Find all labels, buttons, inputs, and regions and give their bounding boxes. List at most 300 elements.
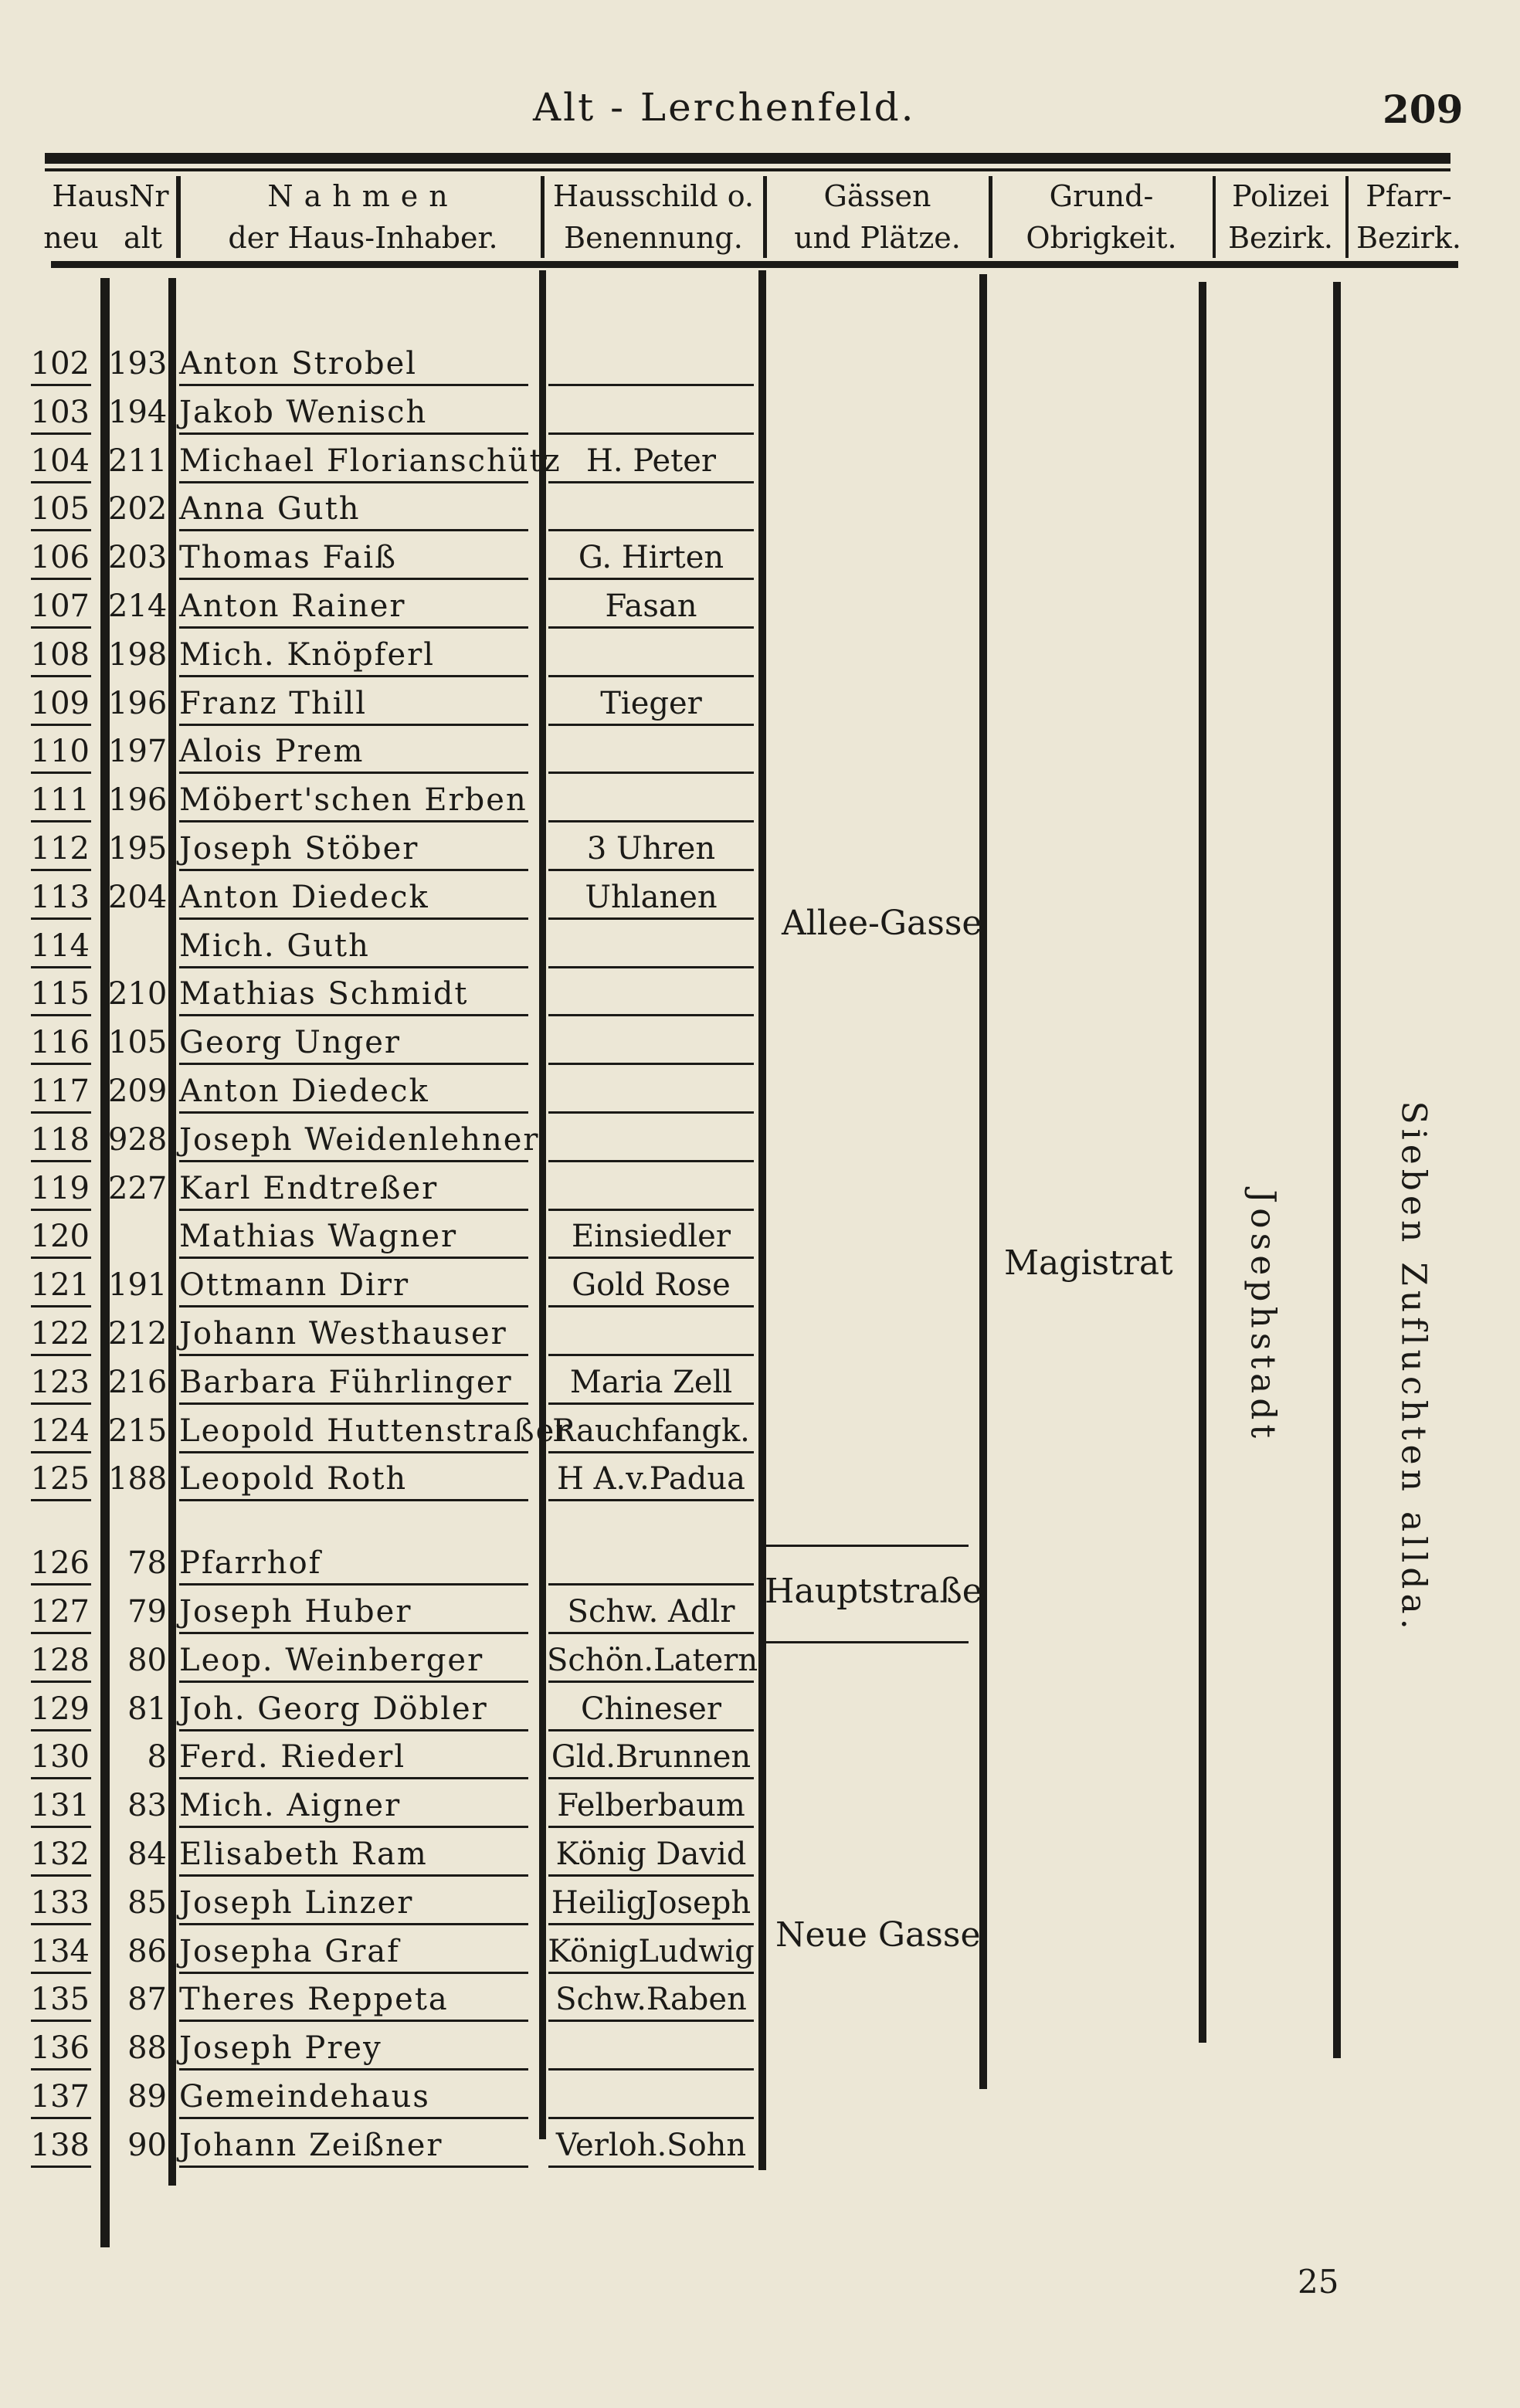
house-number-new: 113 — [30, 879, 90, 915]
row-rule — [179, 1160, 528, 1162]
row-rule — [31, 1874, 91, 1877]
owner-name: Joseph Weidenlehner — [179, 1121, 540, 1158]
house-number-new: 114 — [30, 928, 90, 964]
owner-name: Anton Diedeck — [179, 1073, 429, 1109]
row-rule — [548, 675, 754, 677]
table-row — [0, 340, 1520, 388]
house-sign: Chineser — [581, 1691, 721, 1727]
row-rule — [548, 2166, 754, 2168]
table-row — [0, 437, 1520, 485]
owner-name: Gemeindehaus — [179, 2079, 430, 2115]
table-row — [0, 970, 1520, 1018]
row-rule — [548, 578, 754, 580]
house-number-new: 116 — [30, 1025, 90, 1061]
row-rule — [179, 2020, 528, 2022]
table-row — [0, 1928, 1520, 1976]
owner-name: Theres Reppeta — [179, 1982, 449, 2018]
house-number-old: 85 — [127, 1884, 167, 1921]
owner-name: Joseph Stöber — [179, 831, 419, 867]
owner-name: Anton Diedeck — [179, 879, 429, 915]
row-rule — [31, 529, 91, 531]
house-number-new: 106 — [30, 540, 90, 576]
house-number-old: 928 — [108, 1121, 168, 1158]
house-number-old: 196 — [108, 782, 168, 819]
row-rule — [31, 1402, 91, 1405]
row-rule — [31, 2166, 91, 2168]
house-sign: H A.v.Padua — [557, 1461, 745, 1497]
row-rule — [548, 966, 754, 968]
row-rule — [548, 1305, 754, 1307]
owner-name: Joseph Linzer — [179, 1884, 414, 1921]
house-number-new: 124 — [30, 1413, 90, 1449]
row-rule — [179, 626, 528, 629]
table-row — [0, 1976, 1520, 2023]
row-rule — [31, 1451, 91, 1453]
owner-name: Möbert'schen Erben — [179, 782, 528, 819]
house-number-old: 8 — [147, 1739, 167, 1775]
row-rule — [31, 1111, 91, 1114]
street-hauptstrasse: Hauptstraße — [765, 1572, 982, 1611]
row-rule — [548, 1160, 754, 1162]
row-rule — [31, 1777, 91, 1779]
house-number-new: 105 — [30, 491, 90, 527]
row-rule — [179, 1729, 528, 1731]
row-rule — [31, 432, 91, 435]
house-sign: König David — [555, 1837, 747, 1872]
row-rule — [179, 1451, 528, 1453]
row-rule — [179, 675, 528, 677]
house-number-old: 188 — [108, 1461, 168, 1497]
row-rule — [31, 1729, 91, 1731]
header-hausnr: HausNr — [52, 179, 169, 213]
row-rule — [179, 772, 528, 774]
house-number-new: 108 — [30, 636, 90, 673]
house-sign: Tieger — [600, 685, 702, 721]
row-rule — [548, 1354, 754, 1356]
row-rule — [548, 1209, 754, 1211]
owner-name: Barbara Führlinger — [179, 1364, 513, 1400]
table-row — [0, 1358, 1520, 1406]
row-rule — [548, 1729, 754, 1731]
table-row — [0, 922, 1520, 970]
table-row — [0, 485, 1520, 533]
grund-obrigkeit-value: Magistrat — [1004, 1243, 1173, 1283]
house-number-old: 196 — [108, 685, 168, 721]
house-number-new: 118 — [30, 1121, 90, 1158]
row-rule — [179, 1874, 528, 1877]
row-rule — [31, 724, 91, 726]
house-number-new: 138 — [30, 2127, 90, 2163]
table-row — [0, 727, 1520, 775]
header-grund-1: Grund- — [1049, 179, 1154, 213]
table-row — [0, 1261, 1520, 1309]
row-rule — [179, 1681, 528, 1683]
header-divider — [989, 176, 992, 258]
header-gassen-1: Gässen — [823, 179, 931, 213]
page-title: Alt - Lerchenfeld. — [533, 85, 916, 130]
house-number-old: 203 — [108, 540, 168, 576]
row-rule — [31, 626, 91, 629]
row-rule — [548, 2020, 754, 2022]
row-rule — [179, 1499, 528, 1501]
owner-name: Thomas Faiß — [179, 540, 397, 576]
row-rule — [548, 1583, 754, 1586]
house-number-old: 197 — [108, 734, 168, 770]
street-separator — [766, 1641, 969, 1643]
row-rule — [548, 1681, 754, 1683]
house-number-new: 117 — [30, 1073, 90, 1109]
table-row — [0, 2073, 1520, 2121]
house-number-new: 112 — [30, 831, 90, 867]
owner-name: Anton Rainer — [179, 588, 406, 624]
row-rule — [548, 1972, 754, 1974]
owner-name: Ottmann Dirr — [179, 1267, 410, 1304]
table-row — [0, 1067, 1520, 1115]
row-rule — [548, 724, 754, 726]
row-rule — [548, 1826, 754, 1828]
row-rule — [548, 626, 754, 629]
house-number-new: 132 — [30, 1837, 90, 1872]
house-number-new: 119 — [30, 1170, 90, 1206]
house-number-old: 214 — [108, 588, 168, 624]
owner-name: Ferd. Riederl — [179, 1739, 406, 1775]
row-rule — [31, 1499, 91, 1501]
table-row — [0, 1782, 1520, 1830]
house-number-old: 80 — [127, 1642, 167, 1678]
row-rule — [548, 1257, 754, 1259]
table-row — [0, 1636, 1520, 1684]
row-rule — [179, 2068, 528, 2071]
house-number-new: 121 — [30, 1267, 90, 1304]
header-neu: neu — [43, 221, 99, 255]
row-rule — [179, 966, 528, 968]
row-rule — [31, 772, 91, 774]
row-rule — [179, 1111, 528, 1114]
row-rule — [548, 1111, 754, 1114]
header-divider — [1213, 176, 1216, 258]
house-number-old: 215 — [108, 1413, 168, 1449]
row-rule — [179, 1209, 528, 1211]
table-row — [0, 582, 1520, 630]
owner-name: Leopold Huttenstraßer — [179, 1413, 572, 1449]
table-row — [0, 1019, 1520, 1067]
house-sign: Verloh.Sohn — [555, 2127, 747, 2163]
owner-name: Johann Zeißner — [179, 2127, 443, 2163]
owner-name: Georg Unger — [179, 1025, 402, 1061]
house-sign: 3 Uhren — [586, 831, 716, 867]
owner-name: Mathias Schmidt — [179, 976, 469, 1012]
header-divider — [1345, 176, 1349, 258]
owner-name: Alois Prem — [179, 734, 365, 770]
polizei-bezirk-value: Josephstadt — [1243, 1189, 1283, 1443]
owner-name: Jakob Wenisch — [179, 394, 428, 430]
house-sign: Fasan — [605, 588, 697, 624]
owner-name: Johann Westhauser — [179, 1316, 507, 1352]
house-number-new: 126 — [30, 1545, 90, 1582]
row-rule — [179, 1402, 528, 1405]
row-rule — [31, 2117, 91, 2119]
row-rule — [31, 1257, 91, 1259]
house-number-old: 84 — [127, 1837, 167, 1872]
table-row — [0, 1539, 1520, 1587]
row-rule — [31, 675, 91, 677]
row-rule — [548, 917, 754, 920]
header-name-2: der Haus-Inhaber. — [228, 221, 498, 255]
header-gassen-2: und Plätze. — [794, 221, 961, 255]
row-rule — [179, 820, 528, 822]
top-rule — [45, 153, 1450, 164]
header-schild-2: Benennung. — [564, 221, 743, 255]
header-divider — [763, 176, 767, 258]
row-rule — [548, 2068, 754, 2071]
table-row — [0, 1830, 1520, 1878]
house-number-new: 133 — [30, 1884, 90, 1921]
house-sign: Maria Zell — [569, 1364, 733, 1400]
row-rule — [31, 481, 91, 483]
row-rule — [31, 820, 91, 822]
row-rule — [548, 1777, 754, 1779]
owner-name: Joh. Georg Döbler — [179, 1691, 488, 1727]
owner-name: Mich. Aigner — [179, 1788, 402, 1824]
top-rule-thin — [45, 168, 1450, 171]
house-number-new: 102 — [30, 346, 90, 382]
house-number-old: 89 — [127, 2079, 167, 2115]
table-row — [0, 1455, 1520, 1503]
row-rule — [31, 1826, 91, 1828]
table-row — [0, 1116, 1520, 1164]
owner-name: Josepha Graf — [179, 1933, 400, 1969]
row-rule — [179, 2117, 528, 2119]
header-rule — [51, 261, 1458, 268]
header-pfarr-1: Pfarr- — [1366, 179, 1452, 213]
row-rule — [179, 432, 528, 435]
house-sign: Einsiedler — [572, 1219, 731, 1255]
row-rule — [179, 1972, 528, 1974]
house-sign: HeiligJoseph — [551, 1884, 752, 1921]
house-number-new: 130 — [30, 1739, 90, 1775]
house-number-old: 209 — [108, 1073, 168, 1109]
row-rule — [31, 1923, 91, 1925]
owner-name: Anna Guth — [179, 491, 361, 527]
owner-name: Franz Thill — [179, 685, 368, 721]
owner-name: Leop. Weinberger — [179, 1642, 484, 1678]
house-number-old: 212 — [108, 1316, 168, 1352]
owner-name: Pfarrhof — [179, 1545, 322, 1582]
house-number-old: 227 — [108, 1170, 168, 1206]
row-rule — [31, 1305, 91, 1307]
house-number-old: 88 — [127, 2030, 167, 2067]
house-number-old: 79 — [127, 1594, 167, 1630]
row-rule — [548, 481, 754, 483]
house-number-new: 109 — [30, 685, 90, 721]
house-number-new: 115 — [30, 976, 90, 1012]
house-number-old: 216 — [108, 1364, 168, 1400]
table-row — [0, 873, 1520, 921]
header-divider — [176, 176, 181, 258]
row-rule — [31, 2020, 91, 2022]
page-number: 209 — [1383, 86, 1464, 132]
pfarr-bezirk-value: Sieben Zufluchten allda. — [1393, 1101, 1433, 1634]
table-row — [0, 776, 1520, 824]
table-row — [0, 1733, 1520, 1781]
house-number-old: 202 — [108, 491, 168, 527]
row-rule — [548, 1632, 754, 1634]
row-rule — [31, 1583, 91, 1586]
table-row — [0, 1685, 1520, 1733]
street-allee-gasse: Allee-Gasse — [782, 904, 982, 943]
house-number-new: 104 — [30, 443, 90, 479]
row-rule — [179, 2166, 528, 2168]
street-separator — [766, 1545, 969, 1547]
table-row — [0, 388, 1520, 436]
house-number-new: 103 — [30, 394, 90, 430]
owner-name: Michael Florianschütz — [179, 443, 562, 479]
house-number-new: 134 — [30, 1933, 90, 1969]
house-number-new: 125 — [30, 1461, 90, 1497]
row-rule — [179, 1257, 528, 1259]
table-row — [0, 1879, 1520, 1927]
house-number-new: 110 — [30, 734, 90, 770]
row-rule — [548, 820, 754, 822]
signature-mark: 25 — [1298, 2263, 1339, 2301]
house-number-new: 123 — [30, 1364, 90, 1400]
house-number-old: 105 — [108, 1025, 168, 1061]
row-rule — [179, 1014, 528, 1016]
house-sign: Gold Rose — [572, 1267, 731, 1304]
row-rule — [31, 1160, 91, 1162]
header-divider — [541, 176, 545, 258]
house-sign: KönigLudwig — [548, 1933, 755, 1969]
house-number-old: 204 — [108, 879, 168, 915]
row-rule — [548, 1451, 754, 1453]
row-rule — [548, 432, 754, 435]
header-polizei-1: Polizei — [1232, 179, 1329, 213]
house-number-old: 83 — [127, 1788, 167, 1824]
row-rule — [179, 1583, 528, 1586]
row-rule — [179, 869, 528, 871]
house-number-old: 194 — [108, 394, 168, 430]
owner-name: Leopold Roth — [179, 1461, 408, 1497]
house-sign: Felberbaum — [557, 1788, 745, 1824]
row-rule — [179, 481, 528, 483]
house-sign: G. Hirten — [578, 540, 724, 576]
owner-name: Mathias Wagner — [179, 1219, 458, 1255]
house-number-old: 90 — [127, 2127, 167, 2163]
house-number-new: 137 — [30, 2079, 90, 2115]
table-row — [0, 1212, 1520, 1260]
table-row — [0, 1310, 1520, 1358]
row-rule — [179, 1923, 528, 1925]
header-name-1: Nahmen — [267, 179, 459, 213]
row-rule — [31, 917, 91, 920]
house-number-new: 131 — [30, 1788, 90, 1824]
table-row — [0, 631, 1520, 679]
row-rule — [548, 1874, 754, 1877]
house-number-new: 120 — [30, 1219, 90, 1255]
header-polizei-2: Bezirk. — [1228, 221, 1333, 255]
row-rule — [548, 869, 754, 871]
row-rule — [548, 2117, 754, 2119]
owner-name: Karl Endtreßer — [179, 1170, 439, 1206]
row-rule — [548, 1402, 754, 1405]
row-rule — [31, 1063, 91, 1065]
house-number-old: 191 — [108, 1267, 168, 1304]
row-rule — [31, 1632, 91, 1634]
row-rule — [548, 772, 754, 774]
row-rule — [179, 578, 528, 580]
house-number-old: 86 — [127, 1933, 167, 1969]
row-rule — [31, 1014, 91, 1016]
row-rule — [31, 384, 91, 386]
house-number-new: 111 — [30, 782, 90, 819]
row-rule — [548, 1014, 754, 1016]
house-sign: Schön.Latern — [547, 1642, 758, 1678]
street-neue-gasse: Neue Gasse — [775, 1915, 981, 1955]
house-number-old: 210 — [108, 976, 168, 1012]
table-row — [0, 1588, 1520, 1636]
house-sign: Schw. Adlr — [567, 1594, 735, 1630]
row-rule — [548, 1923, 754, 1925]
table-row — [0, 534, 1520, 582]
header-alt: alt — [123, 221, 163, 255]
house-sign: Schw.Raben — [555, 1982, 747, 2018]
house-sign: Rauchfangk. — [552, 1413, 750, 1449]
row-rule — [179, 1063, 528, 1065]
row-rule — [179, 529, 528, 531]
house-number-old: 87 — [127, 1982, 167, 2018]
house-sign: Uhlanen — [585, 879, 718, 915]
house-number-new: 127 — [30, 1594, 90, 1630]
table-row — [0, 2121, 1520, 2169]
table-row — [0, 2024, 1520, 2072]
table-row — [0, 1407, 1520, 1455]
house-number-new: 128 — [30, 1642, 90, 1678]
row-rule — [31, 1354, 91, 1356]
row-rule — [31, 1681, 91, 1683]
table-row — [0, 825, 1520, 873]
house-number-new: 136 — [30, 2030, 90, 2067]
house-number-new: 122 — [30, 1316, 90, 1352]
row-rule — [179, 1777, 528, 1779]
row-rule — [31, 2068, 91, 2071]
row-rule — [31, 1209, 91, 1211]
owner-name: Mich. Knöpferl — [179, 636, 436, 673]
row-rule — [179, 1354, 528, 1356]
table-row — [0, 1165, 1520, 1212]
house-number-old: 81 — [127, 1691, 167, 1727]
row-rule — [548, 1499, 754, 1501]
house-number-old: 195 — [108, 831, 168, 867]
row-rule — [179, 384, 528, 386]
house-sign: H. Peter — [586, 443, 716, 479]
header-pfarr-2: Bezirk. — [1356, 221, 1461, 255]
owner-name: Elisabeth Ram — [179, 1837, 428, 1872]
owner-name: Joseph Huber — [179, 1594, 412, 1630]
row-rule — [31, 966, 91, 968]
row-rule — [179, 1305, 528, 1307]
house-number-old: 198 — [108, 636, 168, 673]
house-sign: Gld.Brunnen — [551, 1739, 752, 1775]
house-number-new: 107 — [30, 588, 90, 624]
row-rule — [179, 1826, 528, 1828]
house-number-old: 193 — [108, 346, 168, 382]
row-rule — [548, 384, 754, 386]
row-rule — [31, 578, 91, 580]
house-number-new: 135 — [30, 1982, 90, 2018]
table-row — [0, 680, 1520, 727]
row-rule — [179, 724, 528, 726]
header-schild-1: Hausschild o. — [552, 179, 755, 213]
